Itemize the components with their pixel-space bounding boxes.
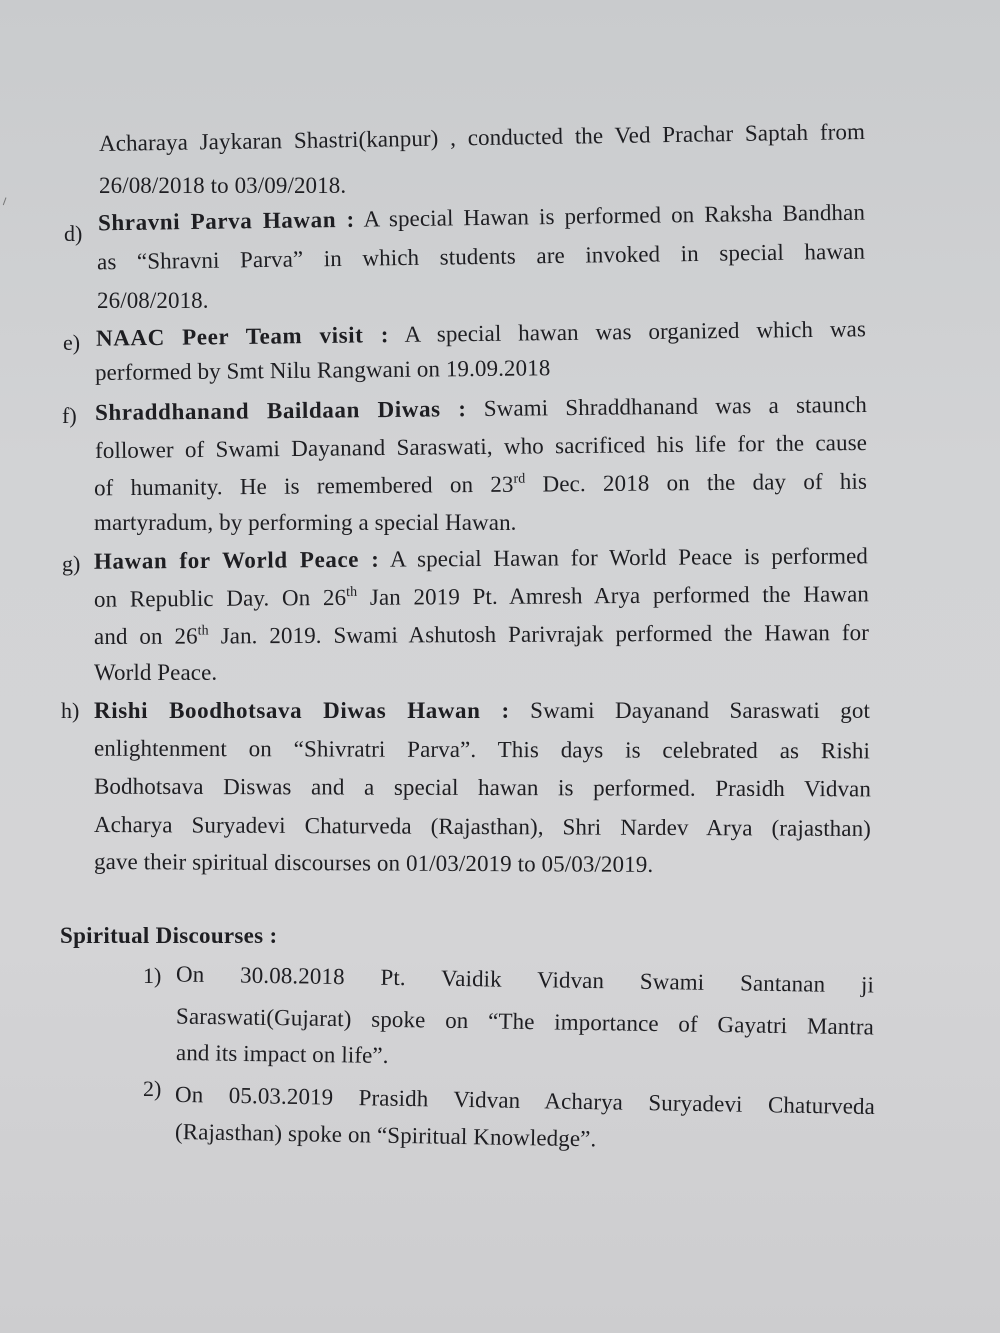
item-d-marker: d) — [64, 221, 83, 246]
item-f-marker: f) — [62, 403, 77, 428]
paper-speck — [3, 197, 10, 206]
item-h-line-3: Bodhotsava Diswas and a special hawan is performed. Prasidh Vidvan — [93, 773, 872, 802]
item-g-marker: g) — [62, 551, 81, 576]
discourse-1-line-1: On 30.08.2018 Pt. Vaidik Vidvan Swami Santanan ji — [175, 961, 875, 998]
item-f-line-3: of humanity. He is remembered on 23rd Dec. 2018 on the day of his — [93, 468, 868, 501]
item-g-line-2: on Republic Day. On 26th Jan 2019 Pt. Amresh Arya performed the Hawan — [93, 581, 870, 612]
item-h-line-5: gave their spiritual discourses on 01/03/2019 to 05/03/2019. — [93, 849, 654, 877]
item-d-line-2: as “Shravni Parva” in which students are invoked in special hawan — [96, 238, 866, 275]
item-e-title: NAAC Peer Team visit : — [95, 322, 390, 351]
item-e-marker: e) — [63, 330, 81, 355]
spiritual-discourses-heading: Spiritual Discourses : — [60, 923, 278, 948]
item-h-line-2: enlightenment on “Shivratri Parva”. This days is celebrated as Rishi — [93, 735, 871, 764]
discourse-1-line-3: and its impact on life”. — [175, 1040, 389, 1068]
discourse-1-marker: 1) — [143, 963, 162, 988]
item-e-line-2: performed by Smt Nilu Rangwani on 19.09.2018 — [94, 355, 551, 385]
item-f-line-1: Shraddhanand Baildaan Diwas : Swami Shraddhanand was a staunch — [94, 391, 868, 426]
item-h-line-1: Rishi Boodhotsava Diwas Hawan : Swami Dayanand Saraswati got — [94, 698, 870, 723]
item-g-title: Hawan for World Peace : — [93, 546, 380, 574]
item-f-line-2: follower of Swami Dayanand Saraswati, who sacrificed his life for the cause — [94, 429, 868, 464]
discourse-2-line-2: (Rajasthan) spoke on “Spiritual Knowledge”. — [174, 1119, 597, 1152]
item-g-line-3: and on 26th Jan. 2019. Swami Ashutosh Parivrajak performed the Hawan for — [93, 619, 870, 650]
item-f-title: Shraddhanand Baildaan Diwas : — [94, 396, 467, 426]
item-d-line-3: 26/08/2018. — [97, 288, 209, 313]
intro-line-1: Acharaya Jaykaran Shastri(kanpur) , conducted the Ved Prachar Saptah from — [98, 118, 866, 157]
item-d-title: Shravni Parva Hawan : — [97, 206, 356, 236]
item-h-title: Rishi Boodhotsava Diwas Hawan : — [94, 698, 510, 723]
item-g-line-1: Hawan for World Peace : A special Hawan for World Peace is performed — [93, 543, 869, 574]
item-h-line-4: Acharya Suryadevi Chaturveda (Rajasthan), Shri Nardev Arya (rajasthan) — [93, 811, 872, 842]
intro-line-2: 26/08/2018 to 03/09/2018. — [99, 173, 347, 198]
item-h-marker: h) — [61, 698, 80, 723]
item-f-line-4: martyradum, by performing a special Hawan. — [94, 510, 517, 535]
discourse-1-line-2: Saraswati(Gujarat) spoke on “The importance of Gayatri Mantra — [175, 1003, 875, 1040]
item-g-line-4: World Peace. — [94, 660, 218, 685]
item-d-line-1: Shravni Parva Hawan : A special Hawan is performed on Raksha Bandhan — [97, 199, 866, 236]
item-e-line-1: NAAC Peer Team visit : A special hawan was organized which was — [95, 316, 867, 351]
discourse-2-line-1: On 05.03.2019 Prasidh Vidvan Acharya Suryadevi Chaturveda — [174, 1081, 876, 1120]
discourse-2-marker: 2) — [143, 1076, 162, 1101]
